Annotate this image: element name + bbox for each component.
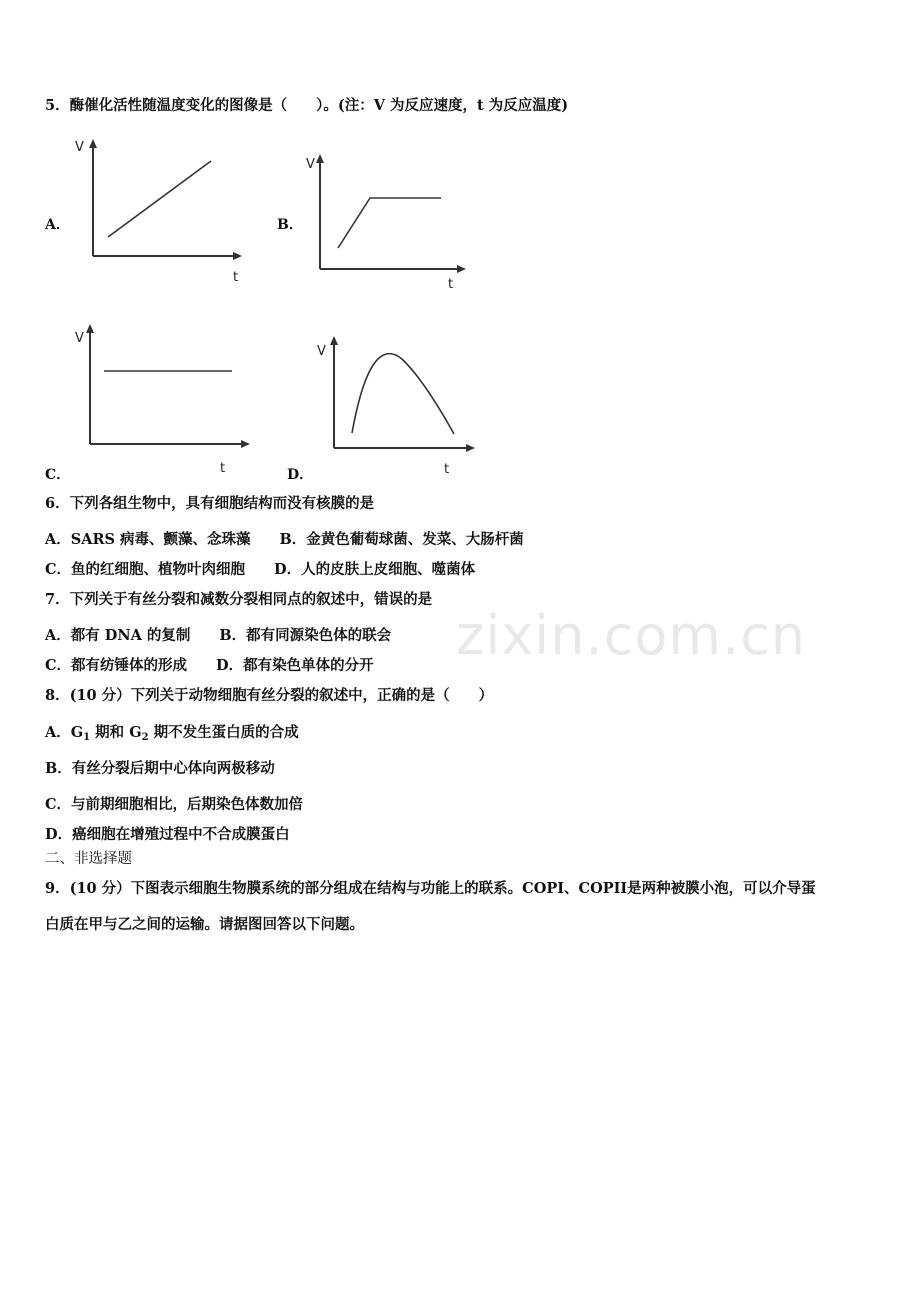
q8-option-c: C．与前期细胞相比，后期染色体数加倍 bbox=[45, 796, 304, 813]
q9-line1: 9．(10 分）下图表示细胞生物膜系统的部分组成在结构与功能上的联系。COPI、COPII是两种被膜小泡，可以介导蛋 bbox=[45, 880, 816, 897]
q5-option-a-label: A． bbox=[45, 217, 70, 233]
q7-options-line1: A．都有 DNA 的复制 B．都有同源染色体的联会 bbox=[45, 627, 392, 644]
q8-option-a-mid: 期和 G bbox=[90, 724, 142, 741]
graph-b-x-label: t bbox=[448, 277, 454, 292]
watermark: zixin.com.cn bbox=[456, 604, 807, 667]
q7-stem: 7．下列关于有丝分裂和减数分裂相同点的叙述中，错误的是 bbox=[45, 591, 433, 608]
graph-a-x-arrow bbox=[233, 252, 242, 260]
graph-b-curve bbox=[338, 198, 441, 248]
graph-b-y-arrow bbox=[316, 154, 324, 163]
graph-a bbox=[70, 135, 250, 285]
graph-d-y-arrow bbox=[330, 336, 338, 345]
q6-stem: 6．下列各组生物中，具有细胞结构而没有核膜的是 bbox=[45, 495, 375, 512]
q5-option-b-label: B． bbox=[277, 217, 303, 233]
graph-c-y-label: V bbox=[75, 331, 84, 346]
graph-d-x-label: t bbox=[444, 462, 450, 477]
graph-d-y-label: V bbox=[317, 344, 326, 359]
graph-c-x-label: t bbox=[220, 461, 226, 476]
q5-stem: 5．酶催化活性随温度变化的图像是（ ）。(注：V 为反应速度，t 为反应温度) bbox=[45, 97, 569, 114]
q8-option-a-sub1: 1 bbox=[83, 732, 91, 743]
q8-option-d: D．癌细胞在增殖过程中不合成膜蛋白 bbox=[45, 826, 290, 843]
graph-a-y-arrow bbox=[89, 139, 97, 148]
graph-d bbox=[314, 330, 484, 480]
graph-a-x-label: t bbox=[233, 270, 239, 285]
q8-option-b: B．有丝分裂后期中心体向两极移动 bbox=[45, 760, 275, 777]
q6-options-line1: A．SARS 病毒、颤藻、念珠藻 B．金黄色葡萄球菌、发菜、大肠杆菌 bbox=[45, 531, 524, 548]
graph-a-curve bbox=[108, 161, 211, 237]
graph-b-y-label: V bbox=[306, 157, 315, 172]
q8-stem: 8．(10 分）下列关于动物细胞有丝分裂的叙述中，正确的是（ ） bbox=[45, 687, 494, 704]
q5-option-c-label: C． bbox=[45, 467, 71, 483]
q9-line2: 白质在甲与乙之间的运输。请据图回答以下问题。 bbox=[45, 916, 364, 933]
graph-a-y-label: V bbox=[75, 140, 84, 155]
graph-d-x-arrow bbox=[466, 444, 475, 452]
q8-option-a bbox=[45, 724, 299, 747]
graph-d-curve bbox=[352, 354, 454, 434]
q6-options-line2: C．鱼的红细胞、植物叶肉细胞 D．人的皮肤上皮细胞、噬菌体 bbox=[45, 561, 476, 578]
graph-b-x-arrow bbox=[457, 265, 466, 273]
graph-c bbox=[70, 318, 260, 476]
q8-option-a-pre: A．G bbox=[45, 724, 84, 741]
q5-option-d-label: D． bbox=[287, 467, 314, 483]
graph-b bbox=[300, 148, 480, 298]
graph-c-y-arrow bbox=[86, 324, 94, 333]
q8-option-a-sub2: 2 bbox=[141, 732, 149, 743]
q7-options-line2: C．都有纺锤体的形成 D．都有染色单体的分开 bbox=[45, 657, 374, 674]
section-two-heading: 二、非选择题 bbox=[45, 851, 132, 867]
graph-c-x-arrow bbox=[241, 440, 250, 448]
q8-option-a-post: 期不发生蛋白质的合成 bbox=[148, 724, 299, 741]
